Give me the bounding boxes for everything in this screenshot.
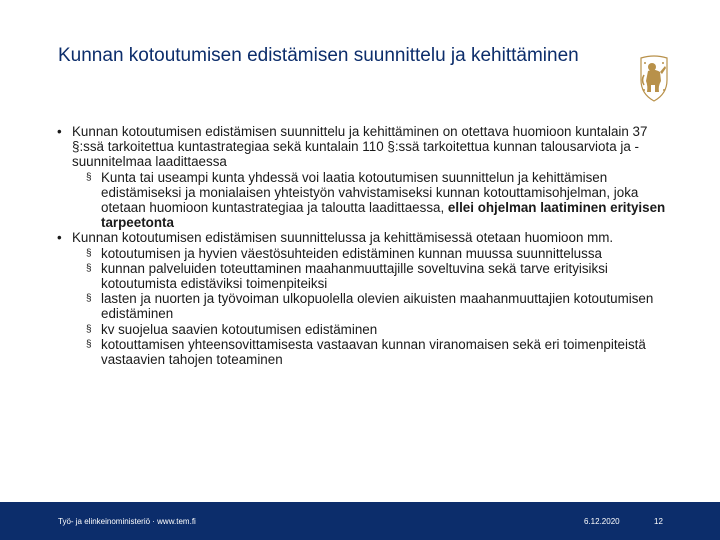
section-bullet-icon: §	[86, 323, 92, 335]
section-bullet-icon: §	[86, 293, 92, 305]
bullet-content	[57, 124, 677, 367]
footer-organization: Työ- ja elinkeinoministeriö · www.tem.fi	[58, 517, 196, 526]
section-bullet-icon: §	[86, 247, 92, 259]
page-number: 12	[654, 517, 663, 526]
slide-title: Kunnan kotoutumisen edistämisen suunnittelu ja kehittäminen	[58, 45, 579, 66]
bullet-item: • Kunnan kotoutumisen edistämisen suunnittelu ja kehittäminen on otettava huomioon kuntalain 37 §:ssä tarkoitettua kuntastrategiaa sekä kuntalain 110 §:ssä tarkoitettua kunnan talousarviota ja -suunnitelmaa laadittaessa	[57, 124, 648, 170]
sub-bullet-item: § kv suojelua saavien kotoutumisen edistäminen	[86, 321, 378, 337]
section-bullet-icon: §	[86, 262, 92, 274]
bullet-icon: •	[57, 230, 62, 246]
emphasis-text: ellei ohjelman laatiminen erityisen tarpeetonta	[101, 200, 666, 231]
section-bullet-icon: §	[86, 338, 92, 350]
section-bullet-icon: §	[86, 171, 92, 183]
bullet-icon: •	[57, 124, 62, 139]
sub-bullet-item: § kunnan palveluiden toteuttaminen maahanmuuttajille soveltuvina sekä tarve erityisiksi kotoutumista edistäviksi toimenpiteiksi	[86, 260, 608, 292]
bullet-item: • Kunnan kotoutumisen edistämisen suunnittelussa ja kehittämisessä otetaan huomioon mm.	[57, 230, 614, 246]
footer-bar	[0, 502, 720, 540]
sub-bullet-item: § kotouttamisen yhteensovittamisesta vastaavan kunnan viranomaisen sekä eri toimenpiteistä vastaavien tahojen toteaminen	[86, 336, 646, 368]
footer-date: 6.12.2020	[584, 517, 620, 526]
sub-bullet-item: § lasten ja nuorten ja työvoiman ulkopuolella olevien aikuisten maahanmuuttajien kotoutumisen edistäminen	[86, 291, 654, 322]
finnish-lion-crest-icon	[636, 54, 672, 104]
sub-bullet-item: § Kunta tai useampi kunta yhdessä voi laatia kotoutumisen suunnittelun ja kehittämisen edistämiseksi ja monialaisen yhteistyön vahvistamiseksi kunnan kotouttamisohjelman, joka otetaan huomioon kuntastrategiaa ja taloutta laadittaessa, ellei ohjelman laatiminen erityisen tarpeetonta	[86, 169, 666, 231]
sub-bullet-item: § kotoutumisen ja hyvien väestösuhteiden edistäminen kunnan muussa suunnittelussa	[86, 245, 602, 261]
